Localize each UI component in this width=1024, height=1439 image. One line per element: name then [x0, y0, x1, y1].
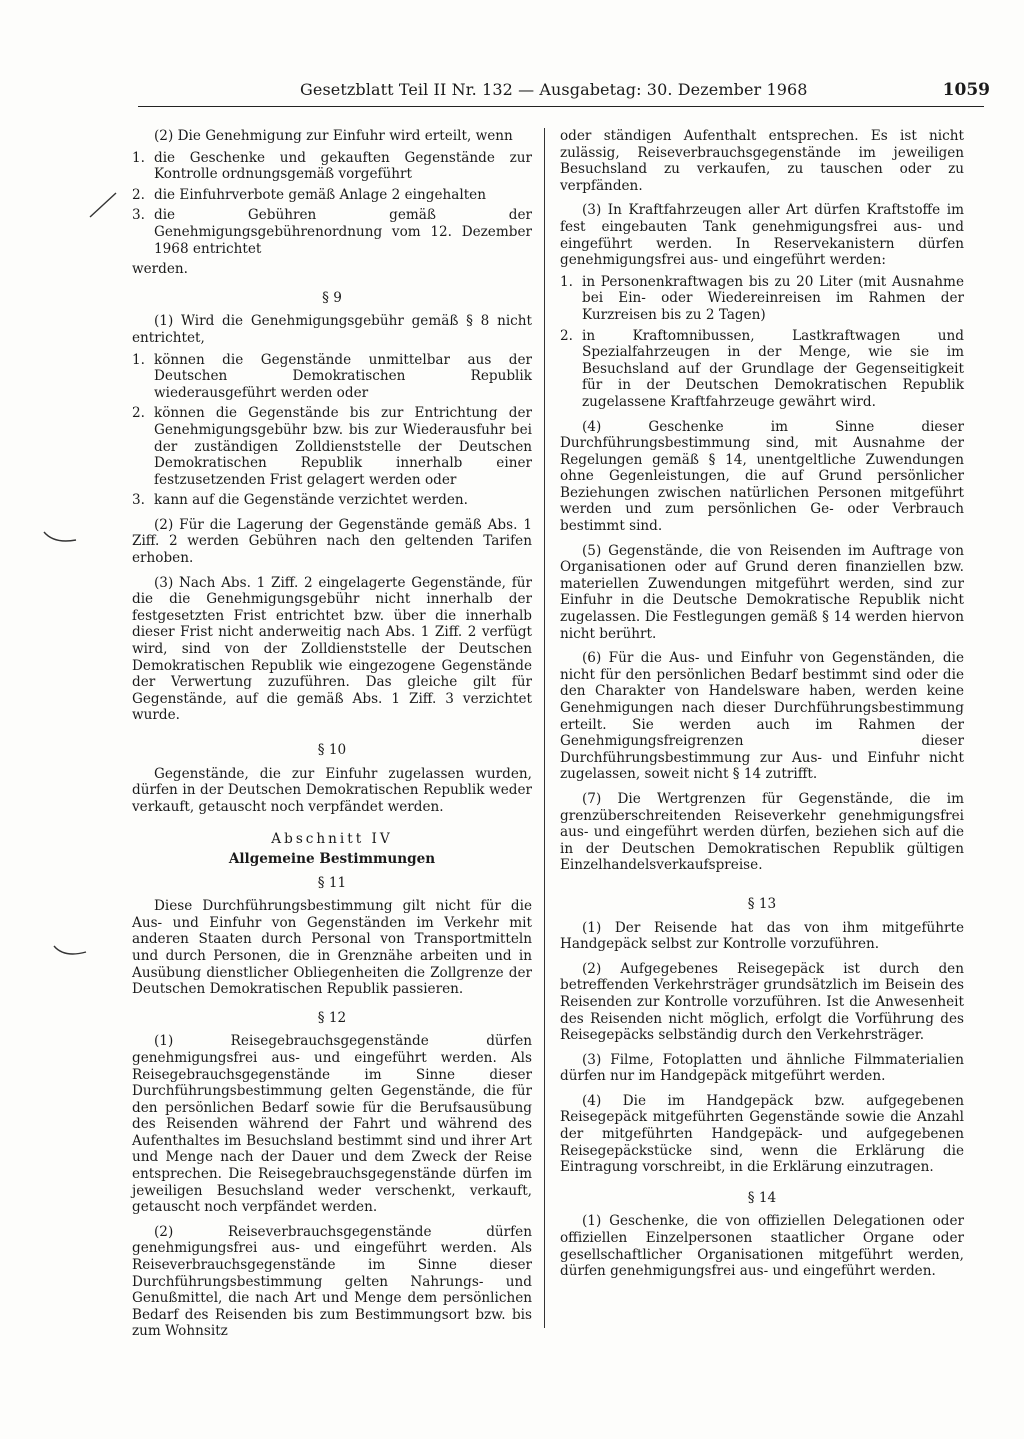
column-divider: [544, 128, 545, 1328]
list-item: 1. können die Gegenstände unmittelbar aus der Deutschen Demokratischen Republik wiederausgeführt werden oder: [132, 351, 532, 401]
s9-p3: (3) Nach Abs. 1 Ziff. 2 eingelagerte Gegenstände, für die die Genehmigungsgebühr nicht innerhalb der festgesetzten Frist entrichtet bzw. über die innerhalb dieser Frist nicht anderweitig nach Abs. 1 Ziff. 2 verfügt wird, sind von der Zolldienststelle der Deutschen Demokratischen Republik wie eingezogene Gegenstände der Verwertung zuzuführen. Das gleiche gilt für Gegenstände, auf die gemäß Abs. 1 Ziff. 3 verzichtet wurde.: [132, 574, 532, 724]
section-heading-11: § 11: [317, 874, 347, 891]
s8-p2-intro: (2) Die Genehmigung zur Einfuhr wird erteilt, wenn: [154, 128, 513, 144]
page-header: [300, 80, 990, 108]
s11-text: Diese Durchführungsbestimmung gilt nicht für die Aus- und Einfuhr von Gegenständen im Verkehr mit anderen Staaten durch Personal von Transportmitteln und durch Personen, die in Grenznähe arbeiten und in Ausübung dienstlicher Obliegenheiten die Zollgrenze der Deutschen Demokratischen Republik passieren.: [132, 898, 532, 998]
list-item: 2. können die Gegenstände bis zur Entrichtung der Genehmigungsgebühr bzw. bis zur Wiederausfuhr bei der zuständigen Zolldienststelle der Deutschen Demokratischen Republik innerhalb einer festzusetzenden Frist gelagert werden oder: [132, 405, 532, 488]
section-heading-14: § 14: [747, 1189, 777, 1206]
list-item: 2. die Einfuhrverbote gemäß Anlage 2 eingehalten: [132, 186, 486, 203]
list-item: 1. die Geschenke und gekauften Gegenstände zur Kontrolle ordnungsgemäß vorgeführt: [132, 149, 532, 183]
s14-p1: (1) Geschenke, die von offiziellen Delegationen oder offiziellen Einzelpersonen staatlicher Organe oder gesellschaftlicher Organisationen mitgeführt werden, dürfen genehmigungsfrei aus- und eingeführt werden.: [560, 1213, 964, 1280]
abschnitt-title: Abschnitt IV: [271, 831, 393, 848]
abschnitt-subtitle: Allgemeine Bestimmungen: [228, 850, 436, 867]
left-column: [132, 128, 532, 1345]
s9-p1-intro: (1) Wird die Genehmigungsgebühr gemäß § 8 nicht entrichtet,: [132, 313, 532, 346]
s10-text: Gegenstände, die zur Einfuhr zugelassen wurden, dürfen in der Deutschen Demokratischen Republik weder verkauft, getauscht noch verpfändet werden.: [132, 765, 532, 815]
list-item: 2. in Kraftomnibussen, Lastkraftwagen und Spezialfahrzeugen in der Menge, wie sie im Besuchsland auf der Grundlage der Gegenseitigkeit für in der Deutschen Demokratischen Republik zugelassene Kraftfahrzeuge gewährt wird.: [560, 327, 964, 410]
section-heading-12: § 12: [317, 1009, 347, 1026]
page-number: 1059: [942, 80, 990, 100]
s12-p6: (6) Für die Aus- und Einfuhr von Gegenständen, die nicht für den persönlichen Bedarf bestimmt sind oder die den Charakter von Handelsware haben, werden keine Genehmigungen nach dieser Durchführungsbestimmung erteilt. Sie werden auch im Rahmen der Genehmigungsfreigrenzen dieser Durchführungsbestimmung zur Aus- und Einfuhr nicht zugelassen, soweit nicht § 14 zutrifft.: [560, 650, 964, 783]
section-heading-9: § 9: [322, 289, 342, 306]
margin-check-mark-1: [40, 526, 80, 548]
list-item: 1. in Personenkraftwagen bis zu 20 Liter (mit Ausnahme bei Ein- oder Wiedereinreisen im Rahmen der Kurzreisen bis zu 2 Tagen): [560, 273, 964, 323]
s8-p2-outro: werden.: [132, 261, 189, 278]
s12-p5: (5) Gegenstände, die von Reisenden im Auftrage von Organisationen oder auf Grund deren finanziellen bzw. materiellen Zuwendungen mitgeführt werden, sind zur Einfuhr in die Deutsche Demokratische Republik nicht zugelassen. Die Festlegungen gemäß § 14 werden hiervon nicht berührt.: [560, 542, 964, 642]
margin-slash-mark: [86, 190, 120, 220]
s12-p2: (2) Reiseverbrauchsgegenstände dürfen genehmigungsfrei aus- und eingeführt werden. Als Reiseverbrauchsgegenstände im Sinne dieser Durchführungsbestimmung gelten Nahrungs- und Genußmittel, die nach Art und Menge dem persönlichen Bedarf des Reisenden bis zum Bestimmungsort bzw. bis zum Wohnsitz: [132, 1223, 532, 1340]
list-item: 3. die Gebühren gemäß der Genehmigungsgebührenordnung vom 12. Dezember 1968 entrichtet: [132, 207, 532, 257]
s13-p4: (4) Die im Handgepäck bzw. aufgegebenen Reisegepäck mitgeführten Gegenstände sowie die Anzahl der mitgeführten Handgepäck- und aufgegebenen Reisegepäckstücke sind, wenn die Erklärung die Eintragung vorschreibt, in die Erklärung einzutragen.: [560, 1092, 964, 1176]
s12-p3-intro: (3) In Kraftfahrzeugen aller Art dürfen Kraftstoffe im fest eingebauten Tank genehmigungsfrei aus- und eingeführt werden. In Reservekanistern dürfen genehmigungsfrei aus- und eingeführt werden:: [560, 202, 964, 269]
header-rule: [138, 106, 984, 107]
s12-continuation: oder ständigen Aufenthalt entsprechen. Es ist nicht zulässig, Reiseverbrauchsgegenstände im jeweiligen Besuchsland zu verkaufen, zu tauschen oder zu verpfänden.: [560, 128, 964, 194]
list-item: 3. kann auf die Gegenstände verzichtet werden.: [132, 492, 468, 509]
s9-p2: (2) Für die Lagerung der Gegenstände gemäß Abs. 1 Ziff. 2 werden Gebühren nach den geltenden Tarifen erhoben.: [132, 516, 532, 567]
s12-p4: (4) Geschenke im Sinne dieser Durchführungsbestimmung sind, mit Ausnahme der Regelungen gemäß § 14, unentgeltliche Zuwendungen ohne Gegenleistungen, die auf Grund persönlicher Beziehungen zwischen natürlichen Personen mitgeführt werden und zum persönlichen Ge- oder Verbrauch bestimmt sind.: [560, 418, 964, 535]
margin-check-mark-2: [50, 940, 90, 962]
section-heading-10: § 10: [317, 742, 347, 758]
s13-p2: (2) Aufgegebenes Reisegepäck ist durch den betreffenden Verkehrsträger grundsätzlich im Beisein des Reisenden zur Kontrolle vorzuführen. Ist die Anwesenheit des Reisenden nicht möglich, erfolgt die Vorführung des Reisegepäcks selbständig durch den Verkehrsträger.: [560, 960, 964, 1044]
right-column: [560, 128, 964, 1285]
s13-p3: (3) Filme, Fotoplatten und ähnliche Filmmaterialien dürfen nur im Handgepäck mitgeführt werden.: [560, 1051, 964, 1085]
running-title: Gesetzblatt Teil II Nr. 132 — Ausgabetag: 30. Dezember 1968: [300, 80, 808, 99]
s12-p7: (7) Die Wertgrenzen für Gegenstände, die im grenzüberschreitenden Reiseverkehr genehmigungsfrei aus- und eingeführt werden dürfen, beziehen sich auf die in der Deutschen Demokratischen Republik gültigen Einzelhandelsverkaufspreise.: [560, 790, 964, 874]
s13-p1: (1) Der Reisende hat das von ihm mitgeführte Handgepäck selbst zur Kontrolle vorzuführen.: [560, 919, 964, 953]
s12-p1: (1) Reisegebrauchsgegenstände dürfen genehmigungsfrei aus- und eingeführt werden. Als Reisegebrauchsgegenstände im Sinne dieser Durchführungsbestimmung gelten Gegenstände, die für den persönlichen Bedarf sowie für die Berufsausübung des Reisenden während der Fahrt und während des Aufenthaltes im Besuchsland bestimmt sind und ihrer Art und Menge nach der Dauer und dem Zweck der Reise entsprechen. Die Reisegebrauchsgegenstände dürfen im jeweiligen Besuchsland weder verschenkt, verkauft, getauscht noch verpfändet werden.: [132, 1033, 532, 1216]
section-heading-13: § 13: [747, 895, 777, 912]
